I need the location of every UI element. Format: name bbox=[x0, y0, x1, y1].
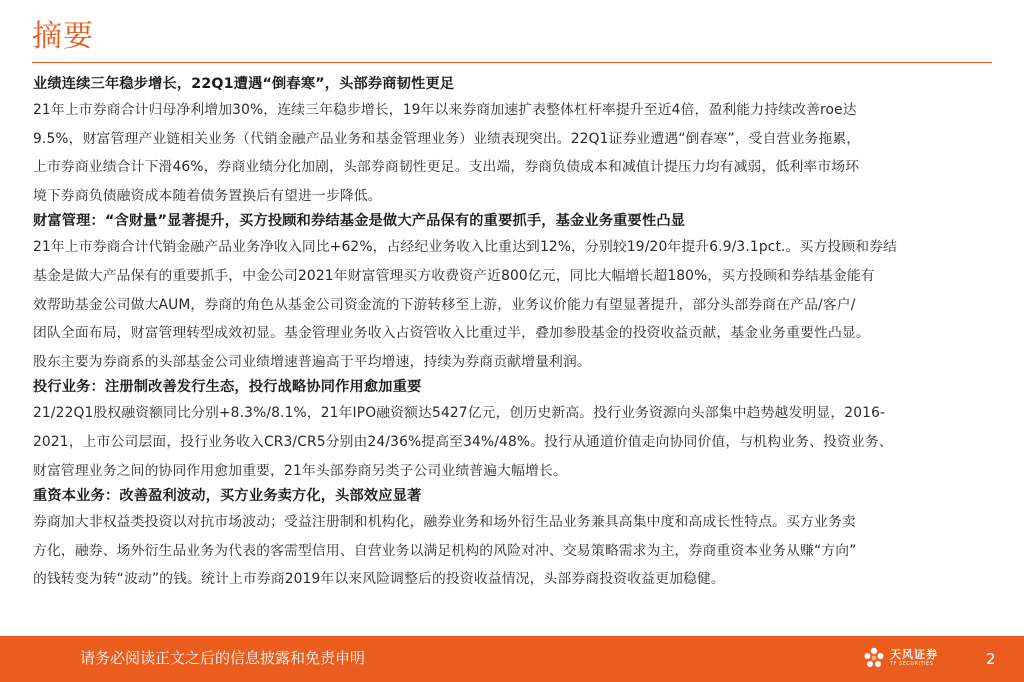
paragraph-line: 9.5%，财富管理产业链相关业务（代销金融产品业务和基金管理业务）业绩表现突出。22Q1证券业遭遇“倒春寒”，受自营业务拖累， bbox=[33, 130, 861, 147]
summary-content bbox=[33, 73, 993, 594]
section-paragraph bbox=[33, 508, 993, 594]
logo-name-en: TF SECURITIES bbox=[890, 661, 934, 667]
paragraph-line: 的钱转变为转“波动”的钱。统计上市券商2019年以来风险调整后的投资收益情况，头部券商投资收益更加稳健。 bbox=[33, 571, 725, 588]
paragraph-line: 团队全面布局，财富管理转型成效初显。基金管理业务收入占资管收入比重过半，叠加参股基金的投资收益贡献，基金业务重要性凸显。 bbox=[33, 325, 870, 342]
section-performance bbox=[33, 73, 993, 210]
section-heading: 财富管理：“含财量”显著提升，买方投顾和券结基金是做大产品保有的重要抓手，基金业务重要性凸显 bbox=[33, 213, 686, 230]
section-heading: 投行业务：注册制改善发行生态，投行战略协同作用愈加重要 bbox=[33, 379, 422, 396]
paragraph-line: 基金是做大产品保有的重要抓手，中金公司2021年财富管理买方收费资产近800亿元，同比大幅增长超180%，买方投顾和券结基金能有 bbox=[33, 267, 875, 284]
page-number: 2 bbox=[986, 650, 996, 668]
paragraph-line: 券商加大非权益类投资以对抗市场波动；受益注册制和机构化，融券业务和场外衍生品业务兼具高集中度和高成长性特点。买方业务卖 bbox=[33, 514, 856, 531]
section-heading: 重资本业务：改善盈利波动，买方业务卖方化，头部效应显著 bbox=[33, 488, 422, 505]
section-paragraph bbox=[33, 399, 993, 485]
disclaimer-notice: 请务必阅读正文之后的信息披露和免责申明 bbox=[80, 649, 366, 667]
section-wealth-management bbox=[33, 210, 993, 376]
paragraph-line: 21/22Q1股权融资额同比分别+8.3%/8.1%，21年IPO融资额达5427亿元，创历史新高。投行业务资源向头部集中趋势越发明显，2016- bbox=[33, 405, 886, 422]
section-investment-banking bbox=[33, 376, 993, 485]
paragraph-line: 财富管理业务之间的协同作用愈加重要，21年头部券商另类子公司业绩普遍大幅增长。 bbox=[33, 462, 567, 479]
logo-name-cn: 天风证券 bbox=[890, 648, 938, 661]
paragraph-line: 股东主要为券商系的头部基金公司业绩增速普遍高于平均增速，持续为券商贡献增量利润。 bbox=[33, 353, 591, 370]
section-paragraph bbox=[33, 233, 993, 376]
title-divider bbox=[32, 62, 992, 63]
section-heavy-capital bbox=[33, 485, 993, 594]
paragraph-line: 2021，上市公司层面，投行业务收入CR3/CR5分别由24/36%提高至34%/48%。投行从通道价值走向协同价值，与机构业务、投资业务、 bbox=[33, 433, 893, 450]
logo-wordmark bbox=[890, 648, 938, 668]
section-heading: 业绩连续三年稳步增长，22Q1遭遇“倒春寒”，头部券商韧性更足 bbox=[33, 76, 455, 92]
page-title: 摘要 bbox=[32, 19, 94, 54]
paragraph-line: 效帮助基金公司做大AUM，券商的角色从基金公司资金流的下游转移至上游，业务议价能力有望显著提升，部分头部券商在产品/客户/ bbox=[33, 296, 856, 313]
section-paragraph bbox=[33, 96, 993, 210]
flower-logo-icon bbox=[862, 646, 886, 670]
paragraph-line: 方化，融券、场外衍生品业务为代表的客需型信用、自营业务以满足机构的风险对冲、交易策略需求为主，券商重资本业务从赚“方向” bbox=[33, 542, 857, 559]
paragraph-line: 上市券商业绩合计下滑46%，券商业绩分化加剧，头部券商韧性更足。支出端，券商负债成本和减值计提压力均有减弱，低利率市场环 bbox=[33, 159, 860, 176]
paragraph-line: 21年上市券商合计归母净利增加30%，连续三年稳步增长，19年以来券商加速扩表整体杠杆率提升至近4倍，盈利能力持续改善roe达 bbox=[33, 102, 857, 118]
paragraph-line: 21年上市券商合计代销金融产品业务净收入同比+62%，占经纪业务收入比重达到12%，分别较19/20年提升6.9/3.1pct.。买方投顾和券结 bbox=[33, 239, 898, 256]
paragraph-line: 境下券商负债融资成本随着债务置换后有望进一步降低。 bbox=[33, 187, 382, 204]
company-logo bbox=[862, 646, 938, 670]
